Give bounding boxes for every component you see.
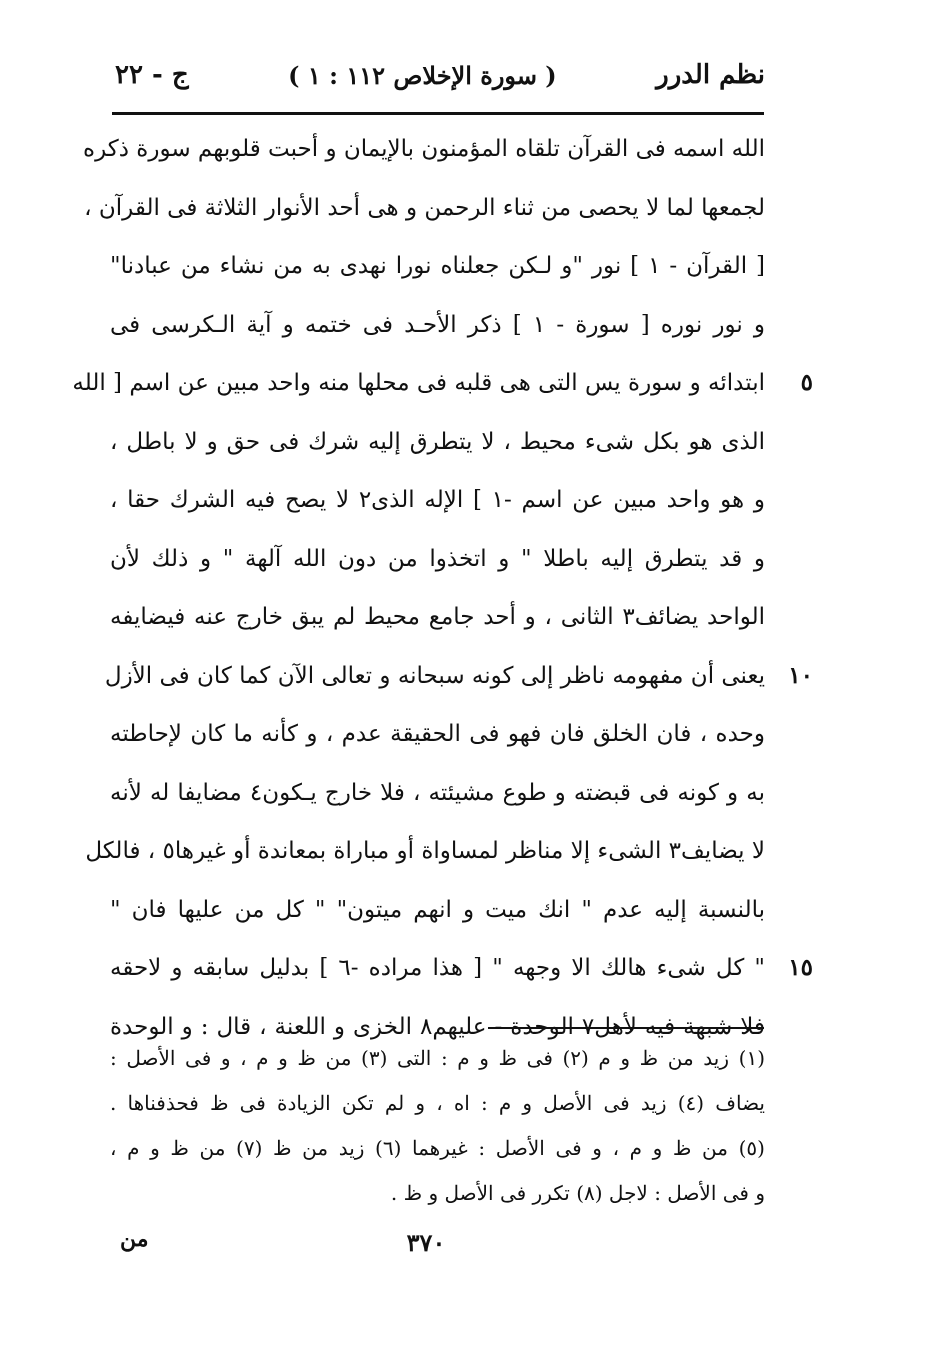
text-line	[84, 179, 765, 238]
text-line	[110, 237, 765, 296]
footnotes	[110, 1036, 765, 1216]
text-line	[110, 413, 765, 472]
line-text: [ القرآن - ١ ] نور "و لـكن جعلناه نورا نهدى به من نشاء من عبادنا"	[110, 253, 765, 279]
line-text: الذى هو بكل شىء محيط ، لا يتطرق إليه شرك فى حق و لا باطل ،	[110, 428, 765, 455]
line-text: و قد يتطرق إليه باطلا " و اتخذوا من دون الله آلهة " و ذلك لأن	[110, 545, 765, 572]
line-text: لجمعها لما لا يحصى من ثناء الرحمن و هى أحد الأنوار الثلاثة فى القرآن ،	[84, 194, 765, 221]
line-number: ١٥	[788, 954, 813, 981]
header-divider	[112, 112, 764, 115]
text-line	[72, 354, 813, 413]
text-line	[110, 588, 765, 647]
text-line	[110, 471, 765, 530]
line-number: ٥	[800, 369, 813, 396]
line-text: بالنسبة إليه عدم " انك ميت و انهم ميتون" " كل من عليها فان "	[110, 896, 765, 923]
footnote-line: (٥) من ظ و م ، و فى الأصل : غيرهما (٦) زيد من ظ (٧) من ظ و م ،	[110, 1136, 765, 1160]
text-line	[85, 822, 765, 881]
text-line	[83, 120, 765, 179]
line-text: يعنى أن مفهومه ناظر إلى كونه سبحانه و تعالى الآن كما كان فى الأزل	[104, 662, 765, 689]
footnote-line: و فى الأصل : لاجل (٨) تكرر فى الأصل و ظ .	[390, 1181, 765, 1205]
running-header	[115, 50, 765, 100]
header-volume: ج - ٢٢	[115, 60, 189, 90]
text-line	[110, 939, 813, 998]
page-number: ٣٧٠	[406, 1228, 446, 1257]
main-text	[72, 120, 813, 1056]
text-line	[110, 530, 765, 589]
line-text: لا يضايف٣ الشىء إلا مناظر لمساواة أو مباراة بمعاندة أو غيرها٥ ، فالكل	[85, 838, 765, 864]
text-line	[110, 764, 765, 823]
line-text: و هو واحد مبين عن اسم -١ ] الإله الذى٢ لا يصح فيه الشرك حقا ،	[110, 487, 766, 513]
text-line	[110, 705, 765, 764]
line-text: به و كونه فى قبضته و طوع مشيئته ، فلا خارج يـكون٤ مضايفا له لأنه	[110, 779, 765, 806]
line-text: وحده ، فان الخلق فان فهو فى الحقيقة عدم ، و كأنه ما كان لإحاطته	[110, 721, 765, 747]
line-text: " كل شىء هالك الا وجهه " [ هذا مراده -٦ ] بدليل سابقه و لاحقه	[110, 955, 765, 981]
text-line	[104, 647, 813, 706]
line-text: فلا شبهة فيه لأهل٧ الوحدة - عليهم٨ الخزى و اللعنة ، قال : و الوحدة	[110, 1013, 766, 1040]
header-book-title: نظم الدرر	[656, 60, 765, 90]
footnote-line: (١) زيد من ظ و م (٢) فى ظ و م : التى (٣) من ظ و م ، و فى الأصل :	[110, 1046, 765, 1070]
text-line	[110, 296, 765, 355]
line-text: الواحد يضائف٣ الثانى ، و أحد جامع محيط لم يبق خارج عنه فيضايفه	[110, 604, 765, 630]
footnote-line: يضاف (٤) زيد فى الأصل و م : اه ، و لم تكن الزيادة فى ظ فحذفناها .	[110, 1091, 765, 1115]
line-text: الله اسمه فى القرآن تلقاه المؤمنون بالإيمان و أحبت قلوبهم سورة ذكره	[83, 136, 765, 162]
line-number: ١٠	[788, 661, 813, 689]
text-line	[110, 881, 765, 940]
catchword: من	[120, 1226, 149, 1252]
line-text: ابتدائه و سورة يس التى هى قلبه فى محلها منه واحد مبين عن اسم [ الله	[72, 370, 765, 396]
line-text: و نور نوره [ سورة - ١ ] ذكر الأحـد فى ختمه و آية الـكرسى فى	[110, 311, 765, 338]
footnote-divider	[488, 1027, 764, 1029]
header-surah-reference: ( سورة الإخلاص ١١٢ : ١ )	[288, 60, 557, 90]
